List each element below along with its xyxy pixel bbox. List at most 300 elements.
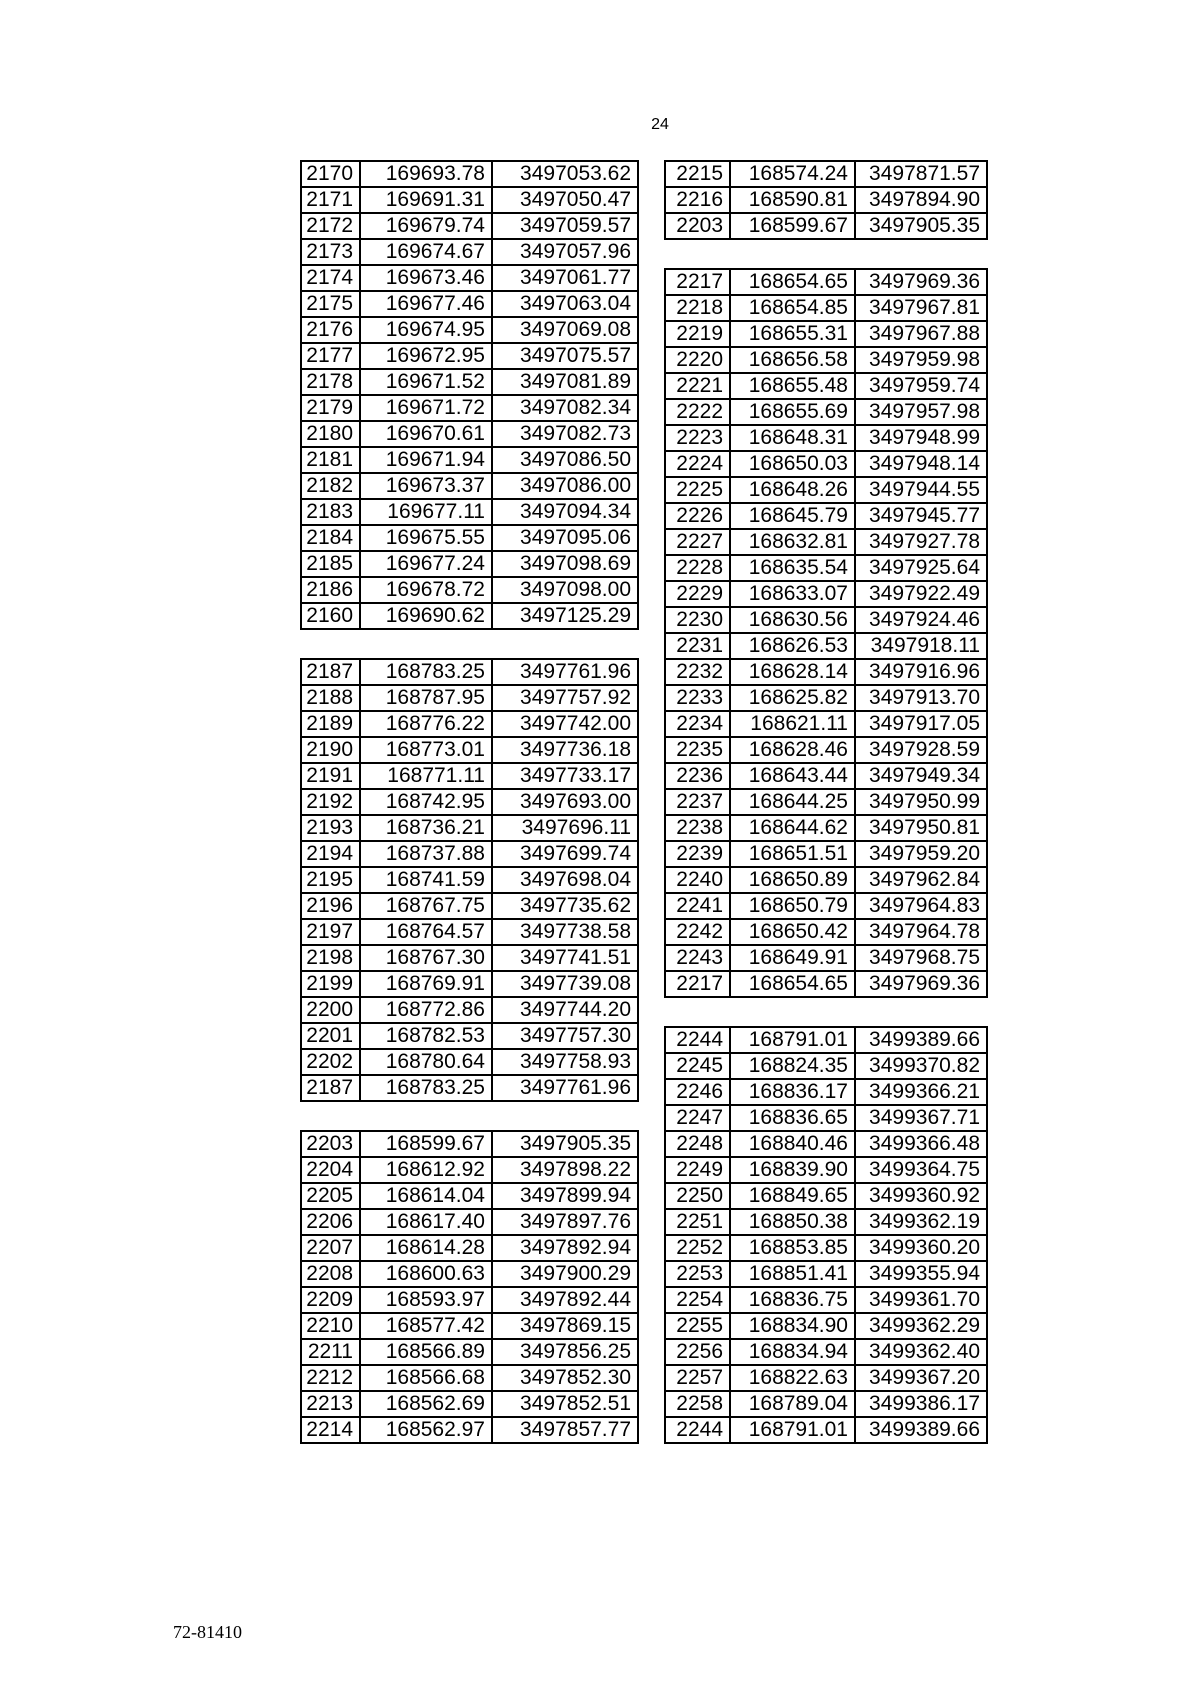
point-id-cell: 2243 xyxy=(665,945,730,971)
y-coordinate-cell: 3497899.94 xyxy=(492,1183,638,1209)
y-coordinate-cell: 3497905.35 xyxy=(855,213,987,239)
coordinate-table xyxy=(664,160,988,240)
x-coordinate-cell: 168562.97 xyxy=(360,1417,492,1443)
point-id-cell: 2197 xyxy=(301,919,360,945)
x-coordinate-cell: 169673.37 xyxy=(360,473,492,499)
left-column xyxy=(300,160,639,1444)
table-row xyxy=(665,269,987,295)
table-row xyxy=(301,815,638,841)
table-row xyxy=(301,499,638,525)
point-id-cell: 2238 xyxy=(665,815,730,841)
table-row xyxy=(665,581,987,607)
y-coordinate-cell: 3497897.76 xyxy=(492,1209,638,1235)
point-id-cell: 2252 xyxy=(665,1235,730,1261)
x-coordinate-cell: 168791.01 xyxy=(730,1417,855,1443)
coordinate-table xyxy=(300,658,639,1102)
x-coordinate-cell: 168764.57 xyxy=(360,919,492,945)
y-coordinate-cell: 3497742.00 xyxy=(492,711,638,737)
point-id-cell: 2220 xyxy=(665,347,730,373)
x-coordinate-cell: 168626.53 xyxy=(730,633,855,659)
x-coordinate-cell: 169671.72 xyxy=(360,395,492,421)
x-coordinate-cell: 168599.67 xyxy=(360,1131,492,1157)
x-coordinate-cell: 168614.04 xyxy=(360,1183,492,1209)
x-coordinate-cell: 168787.95 xyxy=(360,685,492,711)
x-coordinate-cell: 168655.31 xyxy=(730,321,855,347)
x-coordinate-cell: 169671.52 xyxy=(360,369,492,395)
table-row xyxy=(665,867,987,893)
x-coordinate-cell: 168614.28 xyxy=(360,1235,492,1261)
x-coordinate-cell: 168836.75 xyxy=(730,1287,855,1313)
table-row xyxy=(665,1105,987,1131)
point-id-cell: 2201 xyxy=(301,1023,360,1049)
y-coordinate-cell: 3497957.98 xyxy=(855,399,987,425)
point-id-cell: 2239 xyxy=(665,841,730,867)
y-coordinate-cell: 3497949.34 xyxy=(855,763,987,789)
table-row xyxy=(665,607,987,633)
table-row xyxy=(301,1235,638,1261)
table-row xyxy=(301,789,638,815)
table-row xyxy=(301,763,638,789)
table-row xyxy=(301,945,638,971)
y-coordinate-cell: 3497757.92 xyxy=(492,685,638,711)
table-row xyxy=(301,1365,638,1391)
coordinate-table xyxy=(300,160,639,630)
x-coordinate-cell: 168769.91 xyxy=(360,971,492,997)
y-coordinate-cell: 3497094.34 xyxy=(492,499,638,525)
y-coordinate-cell: 3499367.71 xyxy=(855,1105,987,1131)
table-row xyxy=(301,711,638,737)
table-row xyxy=(665,685,987,711)
y-coordinate-cell: 3497098.69 xyxy=(492,551,638,577)
x-coordinate-cell: 168644.62 xyxy=(730,815,855,841)
table-row xyxy=(665,1027,987,1053)
point-id-cell: 2202 xyxy=(301,1049,360,1075)
table-row xyxy=(665,347,987,373)
point-id-cell: 2183 xyxy=(301,499,360,525)
y-coordinate-cell: 3497924.46 xyxy=(855,607,987,633)
y-coordinate-cell: 3497758.93 xyxy=(492,1049,638,1075)
table-row xyxy=(665,711,987,737)
x-coordinate-cell: 168839.90 xyxy=(730,1157,855,1183)
point-id-cell: 2189 xyxy=(301,711,360,737)
y-coordinate-cell: 3497959.20 xyxy=(855,841,987,867)
point-id-cell: 2244 xyxy=(665,1417,730,1443)
y-coordinate-cell: 3497852.30 xyxy=(492,1365,638,1391)
table-gap xyxy=(664,240,988,268)
point-id-cell: 2191 xyxy=(301,763,360,789)
y-coordinate-cell: 3497698.04 xyxy=(492,867,638,893)
x-coordinate-cell: 168621.11 xyxy=(730,711,855,737)
y-coordinate-cell: 3497082.73 xyxy=(492,421,638,447)
point-id-cell: 2184 xyxy=(301,525,360,551)
x-coordinate-cell: 168789.04 xyxy=(730,1391,855,1417)
table-row xyxy=(665,1365,987,1391)
table-row xyxy=(301,1417,638,1443)
y-coordinate-cell: 3499362.40 xyxy=(855,1339,987,1365)
point-id-cell: 2254 xyxy=(665,1287,730,1313)
point-id-cell: 2235 xyxy=(665,737,730,763)
x-coordinate-cell: 168850.38 xyxy=(730,1209,855,1235)
table-row xyxy=(301,395,638,421)
y-coordinate-cell: 3499389.66 xyxy=(855,1417,987,1443)
x-coordinate-cell: 168771.11 xyxy=(360,763,492,789)
x-coordinate-cell: 168628.46 xyxy=(730,737,855,763)
y-coordinate-cell: 3497098.00 xyxy=(492,577,638,603)
point-id-cell: 2232 xyxy=(665,659,730,685)
table-row xyxy=(665,1261,987,1287)
x-coordinate-cell: 168645.79 xyxy=(730,503,855,529)
table-row xyxy=(301,265,638,291)
y-coordinate-cell: 3499360.20 xyxy=(855,1235,987,1261)
point-id-cell: 2250 xyxy=(665,1183,730,1209)
y-coordinate-cell: 3497696.11 xyxy=(492,815,638,841)
y-coordinate-cell: 3499366.21 xyxy=(855,1079,987,1105)
point-id-cell: 2226 xyxy=(665,503,730,529)
point-id-cell: 2179 xyxy=(301,395,360,421)
y-coordinate-cell: 3499366.48 xyxy=(855,1131,987,1157)
point-id-cell: 2176 xyxy=(301,317,360,343)
x-coordinate-cell: 168650.89 xyxy=(730,867,855,893)
point-id-cell: 2211 xyxy=(301,1339,360,1365)
x-coordinate-cell: 169678.72 xyxy=(360,577,492,603)
point-id-cell: 2173 xyxy=(301,239,360,265)
point-id-cell: 2209 xyxy=(301,1287,360,1313)
table-row xyxy=(301,1183,638,1209)
point-id-cell: 2213 xyxy=(301,1391,360,1417)
point-id-cell: 2170 xyxy=(301,161,360,187)
y-coordinate-cell: 3497869.15 xyxy=(492,1313,638,1339)
table-row xyxy=(301,919,638,945)
x-coordinate-cell: 169674.95 xyxy=(360,317,492,343)
y-coordinate-cell: 3497969.36 xyxy=(855,269,987,295)
point-id-cell: 2217 xyxy=(665,971,730,997)
table-row xyxy=(665,1157,987,1183)
y-coordinate-cell: 3497081.89 xyxy=(492,369,638,395)
table-row xyxy=(665,451,987,477)
document-id: 72-81410 xyxy=(173,1622,242,1642)
x-coordinate-cell: 169677.46 xyxy=(360,291,492,317)
point-id-cell: 2224 xyxy=(665,451,730,477)
y-coordinate-cell: 3499367.20 xyxy=(855,1365,987,1391)
table-row xyxy=(665,1391,987,1417)
table-row xyxy=(665,1339,987,1365)
y-coordinate-cell: 3497922.49 xyxy=(855,581,987,607)
x-coordinate-cell: 168737.88 xyxy=(360,841,492,867)
y-coordinate-cell: 3499386.17 xyxy=(855,1391,987,1417)
x-coordinate-cell: 168822.63 xyxy=(730,1365,855,1391)
coordinate-table xyxy=(664,268,988,998)
point-id-cell: 2204 xyxy=(301,1157,360,1183)
point-id-cell: 2240 xyxy=(665,867,730,893)
point-id-cell: 2217 xyxy=(665,269,730,295)
y-coordinate-cell: 3499362.29 xyxy=(855,1313,987,1339)
y-coordinate-cell: 3497738.58 xyxy=(492,919,638,945)
x-coordinate-cell: 168643.44 xyxy=(730,763,855,789)
point-id-cell: 2215 xyxy=(665,161,730,187)
table-row xyxy=(665,295,987,321)
point-id-cell: 2230 xyxy=(665,607,730,633)
point-id-cell: 2198 xyxy=(301,945,360,971)
y-coordinate-cell: 3497699.74 xyxy=(492,841,638,867)
point-id-cell: 2242 xyxy=(665,919,730,945)
table-row xyxy=(301,971,638,997)
x-coordinate-cell: 168617.40 xyxy=(360,1209,492,1235)
x-coordinate-cell: 168767.75 xyxy=(360,893,492,919)
y-coordinate-cell: 3499355.94 xyxy=(855,1261,987,1287)
table-row xyxy=(301,867,638,893)
x-coordinate-cell: 168656.58 xyxy=(730,347,855,373)
x-coordinate-cell: 168741.59 xyxy=(360,867,492,893)
x-coordinate-cell: 168780.64 xyxy=(360,1049,492,1075)
table-row xyxy=(665,1183,987,1209)
x-coordinate-cell: 168650.79 xyxy=(730,893,855,919)
y-coordinate-cell: 3497063.04 xyxy=(492,291,638,317)
y-coordinate-cell: 3497962.84 xyxy=(855,867,987,893)
table-row xyxy=(665,633,987,659)
x-coordinate-cell: 168654.65 xyxy=(730,269,855,295)
point-id-cell: 2247 xyxy=(665,1105,730,1131)
table-row xyxy=(665,945,987,971)
table-row xyxy=(301,187,638,213)
table-row xyxy=(301,841,638,867)
y-coordinate-cell: 3497059.57 xyxy=(492,213,638,239)
table-row xyxy=(301,1209,638,1235)
y-coordinate-cell: 3497948.14 xyxy=(855,451,987,477)
table-row xyxy=(301,317,638,343)
x-coordinate-cell: 168628.14 xyxy=(730,659,855,685)
point-id-cell: 2195 xyxy=(301,867,360,893)
x-coordinate-cell: 168593.97 xyxy=(360,1287,492,1313)
x-coordinate-cell: 168650.03 xyxy=(730,451,855,477)
y-coordinate-cell: 3497069.08 xyxy=(492,317,638,343)
x-coordinate-cell: 168566.68 xyxy=(360,1365,492,1391)
point-id-cell: 2223 xyxy=(665,425,730,451)
table-row xyxy=(301,525,638,551)
table-row xyxy=(301,659,638,685)
table-row xyxy=(665,659,987,685)
point-id-cell: 2249 xyxy=(665,1157,730,1183)
table-row xyxy=(301,1261,638,1287)
y-coordinate-cell: 3497917.05 xyxy=(855,711,987,737)
x-coordinate-cell: 168632.81 xyxy=(730,529,855,555)
x-coordinate-cell: 168783.25 xyxy=(360,1075,492,1101)
y-coordinate-cell: 3497928.59 xyxy=(855,737,987,763)
point-id-cell: 2251 xyxy=(665,1209,730,1235)
table-row xyxy=(301,737,638,763)
point-id-cell: 2160 xyxy=(301,603,360,629)
x-coordinate-cell: 168648.26 xyxy=(730,477,855,503)
x-coordinate-cell: 169670.61 xyxy=(360,421,492,447)
y-coordinate-cell: 3497757.30 xyxy=(492,1023,638,1049)
point-id-cell: 2194 xyxy=(301,841,360,867)
table-row xyxy=(665,321,987,347)
point-id-cell: 2177 xyxy=(301,343,360,369)
x-coordinate-cell: 168655.48 xyxy=(730,373,855,399)
x-coordinate-cell: 168633.07 xyxy=(730,581,855,607)
table-row xyxy=(301,239,638,265)
table-row xyxy=(301,893,638,919)
page-number: 24 xyxy=(651,116,669,133)
y-coordinate-cell: 3497925.64 xyxy=(855,555,987,581)
point-id-cell: 2178 xyxy=(301,369,360,395)
x-coordinate-cell: 169691.31 xyxy=(360,187,492,213)
table-row xyxy=(665,841,987,867)
coordinate-table xyxy=(664,1026,988,1444)
point-id-cell: 2190 xyxy=(301,737,360,763)
table-row xyxy=(301,1075,638,1101)
point-id-cell: 2237 xyxy=(665,789,730,815)
x-coordinate-cell: 168782.53 xyxy=(360,1023,492,1049)
y-coordinate-cell: 3497733.17 xyxy=(492,763,638,789)
table-row xyxy=(301,551,638,577)
x-coordinate-cell: 168791.01 xyxy=(730,1027,855,1053)
x-coordinate-cell: 168635.54 xyxy=(730,555,855,581)
x-coordinate-cell: 168612.92 xyxy=(360,1157,492,1183)
y-coordinate-cell: 3497913.70 xyxy=(855,685,987,711)
x-coordinate-cell: 168773.01 xyxy=(360,737,492,763)
point-id-cell: 2227 xyxy=(665,529,730,555)
x-coordinate-cell: 168824.35 xyxy=(730,1053,855,1079)
y-coordinate-cell: 3497095.06 xyxy=(492,525,638,551)
x-coordinate-cell: 168651.51 xyxy=(730,841,855,867)
point-id-cell: 2210 xyxy=(301,1313,360,1339)
x-coordinate-cell: 168590.81 xyxy=(730,187,855,213)
x-coordinate-cell: 168574.24 xyxy=(730,161,855,187)
point-id-cell: 2171 xyxy=(301,187,360,213)
x-coordinate-cell: 168654.85 xyxy=(730,295,855,321)
x-coordinate-cell: 168649.91 xyxy=(730,945,855,971)
y-coordinate-cell: 3497944.55 xyxy=(855,477,987,503)
table-row xyxy=(301,343,638,369)
y-coordinate-cell: 3497905.35 xyxy=(492,1131,638,1157)
y-coordinate-cell: 3497927.78 xyxy=(855,529,987,555)
table-row xyxy=(301,421,638,447)
point-id-cell: 2200 xyxy=(301,997,360,1023)
table-gap xyxy=(664,998,988,1026)
x-coordinate-cell: 168836.17 xyxy=(730,1079,855,1105)
point-id-cell: 2234 xyxy=(665,711,730,737)
x-coordinate-cell: 168834.94 xyxy=(730,1339,855,1365)
y-coordinate-cell: 3497086.50 xyxy=(492,447,638,473)
x-coordinate-cell: 168783.25 xyxy=(360,659,492,685)
y-coordinate-cell: 3499389.66 xyxy=(855,1027,987,1053)
point-id-cell: 2225 xyxy=(665,477,730,503)
point-id-cell: 2205 xyxy=(301,1183,360,1209)
y-coordinate-cell: 3497739.08 xyxy=(492,971,638,997)
x-coordinate-cell: 169672.95 xyxy=(360,343,492,369)
point-id-cell: 2203 xyxy=(301,1131,360,1157)
table-row xyxy=(665,555,987,581)
x-coordinate-cell: 169677.11 xyxy=(360,499,492,525)
x-coordinate-cell: 168853.85 xyxy=(730,1235,855,1261)
y-coordinate-cell: 3497964.83 xyxy=(855,893,987,919)
coordinate-table xyxy=(300,1130,639,1444)
point-id-cell: 2214 xyxy=(301,1417,360,1443)
point-id-cell: 2185 xyxy=(301,551,360,577)
y-coordinate-cell: 3499361.70 xyxy=(855,1287,987,1313)
y-coordinate-cell: 3497050.47 xyxy=(492,187,638,213)
table-row xyxy=(665,737,987,763)
y-coordinate-cell: 3497900.29 xyxy=(492,1261,638,1287)
table-row xyxy=(665,1287,987,1313)
table-row xyxy=(665,373,987,399)
x-coordinate-cell: 168767.30 xyxy=(360,945,492,971)
point-id-cell: 2253 xyxy=(665,1261,730,1287)
table-row xyxy=(665,789,987,815)
table-row xyxy=(665,187,987,213)
y-coordinate-cell: 3497086.00 xyxy=(492,473,638,499)
x-coordinate-cell: 168655.69 xyxy=(730,399,855,425)
table-row xyxy=(301,447,638,473)
point-id-cell: 2175 xyxy=(301,291,360,317)
table-row xyxy=(665,815,987,841)
point-id-cell: 2187 xyxy=(301,659,360,685)
y-coordinate-cell: 3497950.99 xyxy=(855,789,987,815)
table-row xyxy=(301,1131,638,1157)
table-row xyxy=(665,1079,987,1105)
y-coordinate-cell: 3497892.44 xyxy=(492,1287,638,1313)
table-row xyxy=(301,577,638,603)
x-coordinate-cell: 168849.65 xyxy=(730,1183,855,1209)
point-id-cell: 2257 xyxy=(665,1365,730,1391)
y-coordinate-cell: 3497741.51 xyxy=(492,945,638,971)
y-coordinate-cell: 3497916.96 xyxy=(855,659,987,685)
point-id-cell: 2221 xyxy=(665,373,730,399)
y-coordinate-cell: 3497948.99 xyxy=(855,425,987,451)
y-coordinate-cell: 3497959.98 xyxy=(855,347,987,373)
table-row xyxy=(665,971,987,997)
point-id-cell: 2182 xyxy=(301,473,360,499)
x-coordinate-cell: 168630.56 xyxy=(730,607,855,633)
y-coordinate-cell: 3497892.94 xyxy=(492,1235,638,1261)
table-row xyxy=(301,1313,638,1339)
y-coordinate-cell: 3497945.77 xyxy=(855,503,987,529)
point-id-cell: 2245 xyxy=(665,1053,730,1079)
point-id-cell: 2174 xyxy=(301,265,360,291)
table-row xyxy=(301,213,638,239)
table-row xyxy=(301,1157,638,1183)
point-id-cell: 2216 xyxy=(665,187,730,213)
y-coordinate-cell: 3497969.36 xyxy=(855,971,987,997)
x-coordinate-cell: 168736.21 xyxy=(360,815,492,841)
table-row xyxy=(665,1053,987,1079)
x-coordinate-cell: 168566.89 xyxy=(360,1339,492,1365)
point-id-cell: 2241 xyxy=(665,893,730,919)
y-coordinate-cell: 3497950.81 xyxy=(855,815,987,841)
y-coordinate-cell: 3499364.75 xyxy=(855,1157,987,1183)
point-id-cell: 2248 xyxy=(665,1131,730,1157)
y-coordinate-cell: 3497082.34 xyxy=(492,395,638,421)
table-row xyxy=(301,997,638,1023)
table-row xyxy=(665,161,987,187)
table-row xyxy=(301,161,638,187)
y-coordinate-cell: 3497852.51 xyxy=(492,1391,638,1417)
y-coordinate-cell: 3497898.22 xyxy=(492,1157,638,1183)
y-coordinate-cell: 3497761.96 xyxy=(492,1075,638,1101)
x-coordinate-cell: 168742.95 xyxy=(360,789,492,815)
table-row xyxy=(301,603,638,629)
point-id-cell: 2192 xyxy=(301,789,360,815)
y-coordinate-cell: 3499370.82 xyxy=(855,1053,987,1079)
y-coordinate-cell: 3497735.62 xyxy=(492,893,638,919)
x-coordinate-cell: 168625.82 xyxy=(730,685,855,711)
point-id-cell: 2186 xyxy=(301,577,360,603)
x-coordinate-cell: 168600.63 xyxy=(360,1261,492,1287)
point-id-cell: 2188 xyxy=(301,685,360,711)
y-coordinate-cell: 3499360.92 xyxy=(855,1183,987,1209)
table-row xyxy=(301,1023,638,1049)
point-id-cell: 2244 xyxy=(665,1027,730,1053)
